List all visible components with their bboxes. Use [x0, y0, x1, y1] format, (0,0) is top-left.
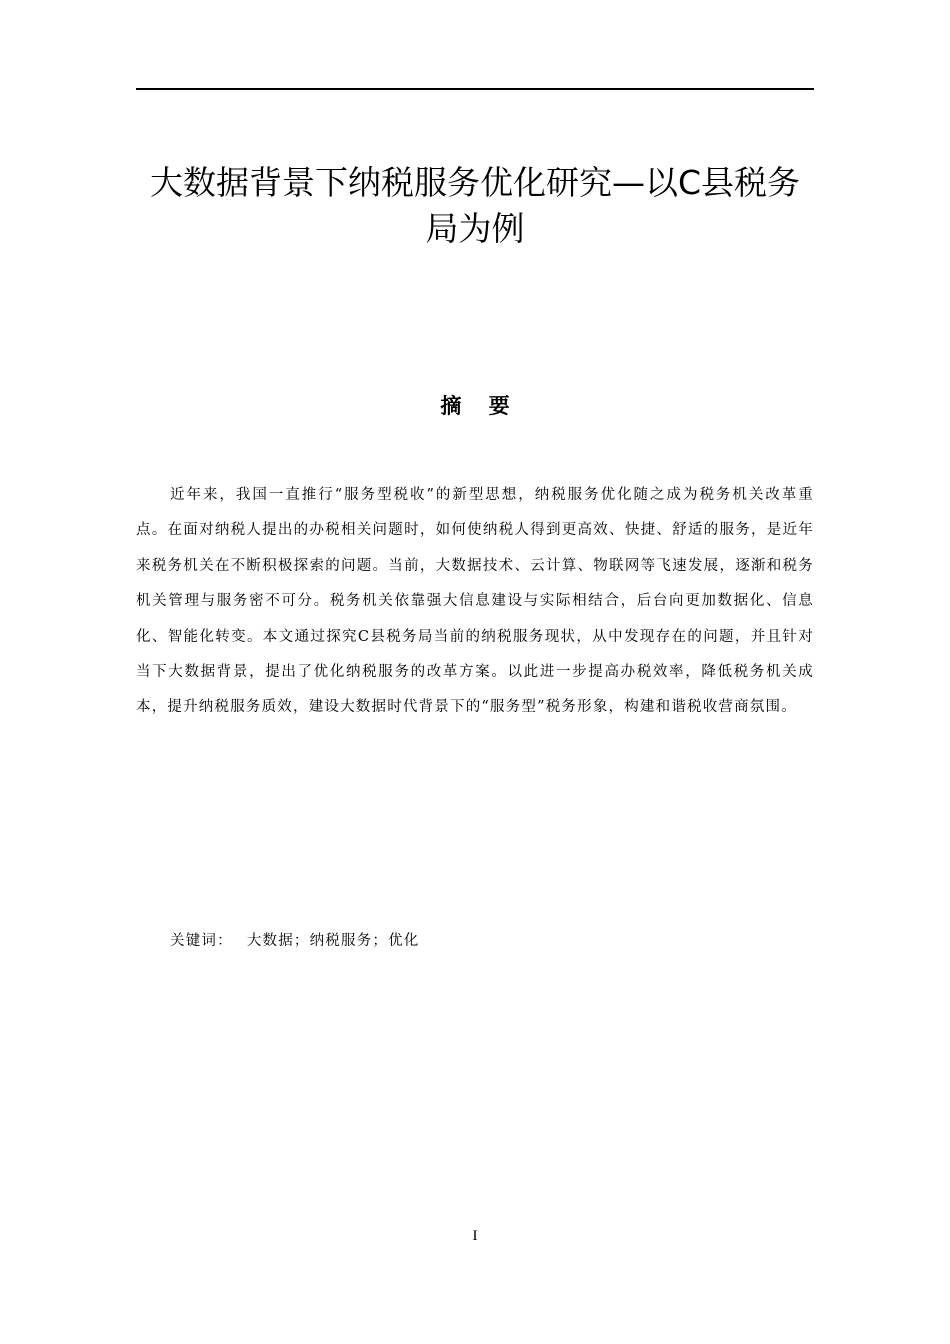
document-title: 大数据背景下纳税服务优化研究—以C县税务局为例 — [149, 163, 801, 248]
abstract-paragraph: 近年来，我国一直推行“服务型税收”的新型思想，纳税服务优化随之成为税务机关改革重点。在面对纳税人提出的办税相关问题时，如何使纳税人得到更高效、快捷、舒适的服务，是近年来税务机关在不断积极探索的问题。当前，大数据技术、云计算、物联网等飞速发展，逐渐和税务机关管理与服务密不可分。税务机关依靠强大信息建设与实际相结合，后台向更加数据化、信息化、智能化转变。本文通过探究C县税务局当前的纳税服务现状，从中发现存在的问题，并且针对当下大数据背景，提出了优化纳税服务的改革方案。以此进一步提高办税效率，降低税务机关成本，提升纳税服务质效，建设大数据时代背景下的“服务型”税务形象，构建和谐税收营商氛围。 — [136, 487, 814, 716]
keywords-line — [170, 928, 810, 954]
keywords-value: 大数据；纳税服务；优化 — [246, 933, 420, 949]
header-rule — [136, 88, 814, 90]
page-number: I — [472, 1228, 478, 1244]
abstract-heading: 摘 要 — [440, 393, 520, 418]
keywords-label: 关键词： — [170, 933, 233, 949]
